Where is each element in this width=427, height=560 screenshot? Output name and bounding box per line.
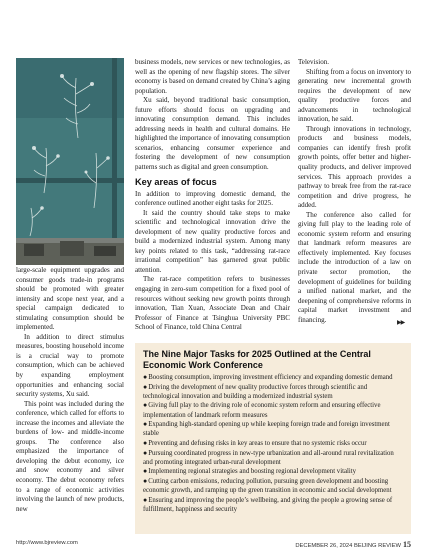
bullet-icon: ● [143,467,148,476]
paragraph: It said the country should take steps to make scientific and technological innovation drive the development of new quality productive forces and build a modernized industrial system. Among many key points related to this task, “addressing rat-race irrational competition” has garnered great public attention. [135,208,290,274]
footer-url[interactable]: http://www.bjreview.com [16,540,78,546]
tasks-list [143,373,405,515]
paragraph: The rat-race competition refers to businesses engaging in zero-sum competition for a fixed pool of resources without seeking new growth points through innovation, Tian Xuan, Associate Dean and Chair Professor of Finance at Tsinghua University PBC School of Finance, told China Central [135,275,290,332]
bullet-icon: ● [143,401,148,410]
paragraph: This point was included during the conference, which called for efforts to increase the incomes and alleviate the burdens of low- and middle-income groups. The conference also emphasized the importance of developing the debut economy, ice and snow economy and silver economy. The debut economy refers to a range of economic activities involving the launch of new products, new [16,399,124,513]
list-item: ●Ensuring and improving the people’s wellbeing, and giving the people a growing sense of fulfillment, happiness and security [143,495,393,513]
list-item: ●Boosting consumption, improving investment efficiency and expanding domestic demand [143,373,393,381]
list-item: ●Driving the development of new quality productive forces through scientific and technological innovation and building a modernized industrial system [143,382,368,400]
bullet-icon: ● [143,373,148,381]
list-item: ●Expanding high-standard opening up while keeping foreign trade and foreign investment stable [143,420,390,438]
paragraph: Television. [298,58,330,66]
nine-tasks-box [135,343,411,534]
photo-illustration [16,58,124,265]
article-column-3 [298,58,411,325]
paragraph: Xu said, beyond traditional basic consumption, future efforts should focus on upgrading and innovating consumption demand. This includes addressing needs in health and cultural domains. He highlighted the importance of innovating consumption scenarios, enhancing consumer experience and fostering the development of new consumption patterns such as digital and green consumption. [135,96,290,172]
paragraph: Shifting from a focus on inventory to generating new incremental growth requires the development of new quality productive forces and advancements in technological innovation, he said. [298,67,411,124]
bullet-icon: ● [143,495,148,504]
footer-issue: DECEMBER 26, 2024 BEIJING REVIEW 15 [295,540,411,549]
bullet-icon: ● [143,382,148,391]
list-item: ●Preventing and defusing risks in key areas to ensure that no systemic risks occur [143,438,367,447]
bullet-icon: ● [143,476,148,485]
article-column-2 [135,58,290,333]
section-heading: Key areas of focus [135,176,217,187]
paragraph: business models, new services or new technologies, as well as the opening of new flagship stores. The silver economy is based on demand created by China’s aging population. [135,58,290,95]
bullet-icon: ● [143,420,148,429]
paragraph: Through innovations in technology, products and business models, companies can identify fresh profit growth points, offer better and higher-quality products, and deliver improved services. This approach provides a pathway to break free from the rat-race competition and drive progress, he added. [298,124,411,210]
bullet-icon: ● [143,438,148,447]
continue-arrow-icon: ▶▶ [397,319,405,326]
list-item: ●Pursuing coordinated progress in new-type urbanization and all-around rural revitalization and promoting integrated urban-rural development [143,448,394,466]
list-item: ●Cutting carbon emissions, reducing pollution, pursuing green development and boosting economic growth, and ramping up the green transition in economic and social development [143,476,392,495]
article-column-1 [16,266,124,514]
paragraph: In addition to direct stimulus measures, boosting household income is a crucial way to promote consumption, which can be achieved by expanding employment opportunities and enhancing social security systems, Xu said. [16,332,124,399]
paragraph: The conference also called for giving full play to the leading role of economic system reform and ensuring that landmark reform measures are effectively implemented. Key focuses include the introduction of a law on private sector promotion, the development of guidelines for building a unified national market, and the deepening of comprehensive reforms in capital market investment and financing. [298,210,411,324]
page-number: 15 [403,540,411,549]
paragraph: In addition to improving domestic demand, the conference outlined another eight tasks for 2025. [135,189,290,208]
bullet-icon: ● [143,448,148,457]
list-item: ●Implementing regional strategies and boosting regional development vitality [143,467,357,476]
article-photo [16,58,124,265]
box-title: The Nine Major Tasks for 2025 Outlined at the Central Economic Work Conference [143,349,371,370]
list-item: ●Giving full play to the driving role of economic system reform and ensuring effective implementation of landmark reform measures [143,401,381,419]
paragraph: large-scale equipment upgrades and consumer goods trade-in programs should be promoted with greater intensity and scope next year, and a special campaign dedicated to stimulating consumption should be implemented. [16,266,124,332]
